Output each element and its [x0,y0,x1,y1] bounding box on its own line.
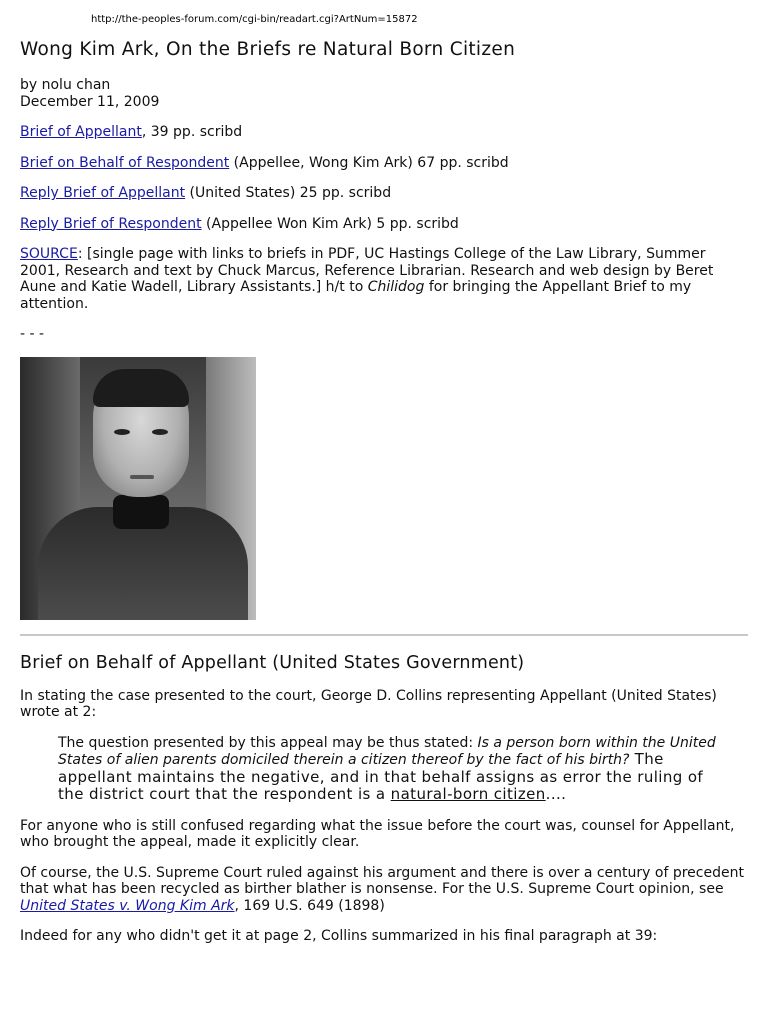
case-name: United States v. Wong Kim Ark [20,897,235,914]
photo-right-eye [152,429,168,435]
section-heading: Brief on Behalf of Appellant (United States Government) [20,652,525,673]
photo-mouth [130,475,154,479]
quote-lead: The question presented by this appeal may be thus stated: [58,734,478,751]
brief-link-line [20,216,748,233]
source-link[interactable]: SOURCE [20,246,78,262]
photo-hair [93,369,189,407]
final-paragraph: Indeed for any who didn't get it at page 2, Collins summarized in his final paragraph at 39: [20,928,658,944]
source-paragraph [20,246,748,312]
separator: - - - [20,326,45,342]
link-suffix: , 39 pp. scribd [141,124,243,140]
quote-underlined-term: natural-born citizen [390,785,546,803]
brief-of-appellant-link[interactable]: Brief of Appellant [20,124,142,140]
author: by nolu chan [20,77,111,93]
link-suffix: (Appellee, Wong Kim Ark) 67 pp. scribd [229,154,509,171]
link-suffix: (Appellee Won Kim Ark) 5 pp. scribd [201,215,459,232]
wong-kim-ark-photo [20,357,256,620]
precedent-paragraph [20,865,748,915]
precedent-text: Of course, the U.S. Supreme Court ruled against his argument and there is over a century of precedent that what has been recycled as birther blather is nonsense. For the U.S. Supreme Court opinion, see [20,864,744,897]
page-url: http://the-peoples-forum.com/cgi-bin/readart.cgi?ArtNum=15872 [91,14,418,25]
quote-ending: .... [545,785,567,803]
reply-brief-respondent-link[interactable]: Reply Brief of Respondent [20,215,202,232]
reply-brief-appellant-link[interactable]: Reply Brief of Appellant [20,185,186,201]
link-suffix: (United States) 25 pp. scribd [185,185,392,201]
brief-link-line [20,155,748,172]
confused-paragraph: For anyone who is still confused regarding what the issue before the court was, counsel for Appellant, who brought the appeal, made it explicitly clear. [20,817,735,850]
section-divider [20,634,748,636]
article-title: Wong Kim Ark, On the Briefs re Natural Born Citizen [20,39,516,60]
source-text: : [single page with links to briefs in PDF, UC Hastings College of the Law Library, Summer 2001, Research and text by Chuck Marcus, Reference Librarian. Research and web design by Beret Aune and Katie Wadell, Library Assistants.] h/t to [20,246,714,295]
source-text-end: for bringing the Appellant Brief to my attention. [20,279,692,312]
intro-paragraph: In stating the case presented to the court, George D. Collins representing Appellant (United States) wrote at 2: [20,687,717,720]
quote-continuation: The appellant maintains the negative, and in that behalf assigns as error the ruling of the district court that the respondent is a [58,750,704,803]
photo-left-eye [114,429,130,435]
article-body [20,38,748,945]
brief-link-line [20,185,748,202]
brief-link-line [20,124,748,141]
hat-tip-name: Chilidog [367,279,425,295]
publish-date: December 11, 2009 [20,93,160,110]
byline [20,77,748,110]
brief-respondent-link[interactable]: Brief on Behalf of Respondent [20,154,230,171]
case-citation: , 169 U.S. 649 (1898) [234,897,385,914]
block-quote [58,735,718,804]
photo-collar [113,495,169,529]
quote-question: Is a person born within the United States of alien parents domiciled therein a citizen thereof by the fact of his birth? [58,734,716,768]
case-link[interactable] [20,898,235,914]
